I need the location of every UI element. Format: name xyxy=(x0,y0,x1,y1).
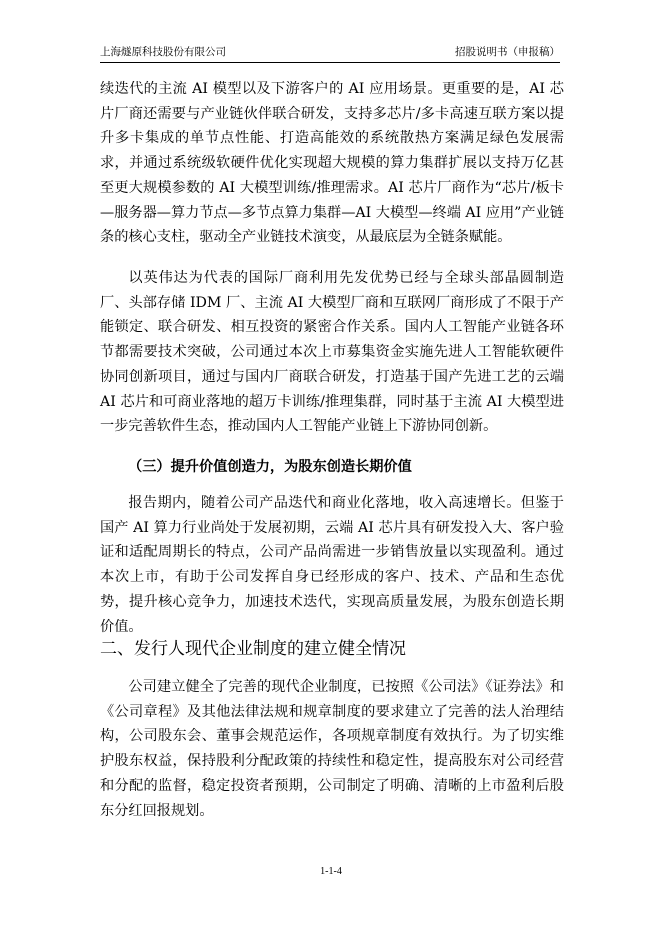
paragraph-4: 公司建立健全了完善的现代企业制度，已按照《公司法》《证券法》和《公司章程》及其他法律法规和规章制度的要求建立了完善的法人治理结构，公司股东会、董事会规范运作，各项规章制度有效执行。为了切实维护股东权益，保持股利分配政策的持续性和稳定性，提高股东对公司经营和分配的监督，稳定投资者预期，公司制定了明确、清晰的上市盈利后股东分红回报规划。 xyxy=(100,679,564,819)
subsection-heading: （三）提升价值创造力，为股东创造长期价值 xyxy=(128,459,412,475)
header-doc-title: 招股说明书（申报稿） xyxy=(455,46,560,58)
header-divider xyxy=(100,62,560,63)
page-header xyxy=(100,44,560,60)
page-number: 1-1-4 xyxy=(320,866,342,877)
header-company: 上海燧原科技股份有限公司 xyxy=(100,46,226,58)
paragraph-3: 报告期内，随着公司产品迭代和商业化落地，收入高速增长。但鉴于国产 AI 算力行业尚处于发展初期，云端 AI 芯片具有研发投入大、客户验证和适配周期长的特点，公司产品尚需进一步销售放量以实现盈利。通过本次上市，有助于公司发挥自身已经形成的客户、技术、产品和生态优势，提升核心竞争力，加速技术迭代，实现高质量发展，为股东创造长期价值。 xyxy=(100,495,564,635)
section-heading: 二、发行人现代企业制度的建立健全情况 xyxy=(100,639,406,659)
paragraph-2: 以英伟达为代表的国际厂商利用先发优势已经与全球头部晶圆制造厂、头部存储 IDM 厂、主流 AI 大模型厂商和互联网厂商形成了不限于产能锁定、联合研发、相互投资的紧密合作关系。国内人工智能产业链各环节都需要技术突破，公司通过本次上市募集资金实施先进人工智能软硬件协同创新项目，通过与国内厂商联合研发，打造基于国产先进工艺的云端 AI 芯片和可商业落地的超万卡训练/推理集群，同时基于主流 AI 大模型进一步完善软件生态，推动国内人工智能产业链上下游协同创新。 xyxy=(100,270,564,435)
paragraph-1: 续迭代的主流 AI 模型以及下游客户的 AI 应用场景。更重要的是，AI 芯片厂商还需要与产业链伙伴联合研发，支持多芯片/多卡高速互联方案以提升多卡集成的单节点性能、打造高能效的系统散热方案满足绿色发展需求，并通过系统级软硬件优化实现超大规模的算力集群扩展以支持万亿甚至更大规模参数的 AI 大模型训练/推理需求。AI 芯片厂商作为“芯片/板卡—服务器—算力节点—多节点算力集群—AI 大模型—终端 AI 应用”产业链条的核心支柱，驱动全产业链技术演变，从最底层为全链条赋能。 xyxy=(100,81,564,246)
